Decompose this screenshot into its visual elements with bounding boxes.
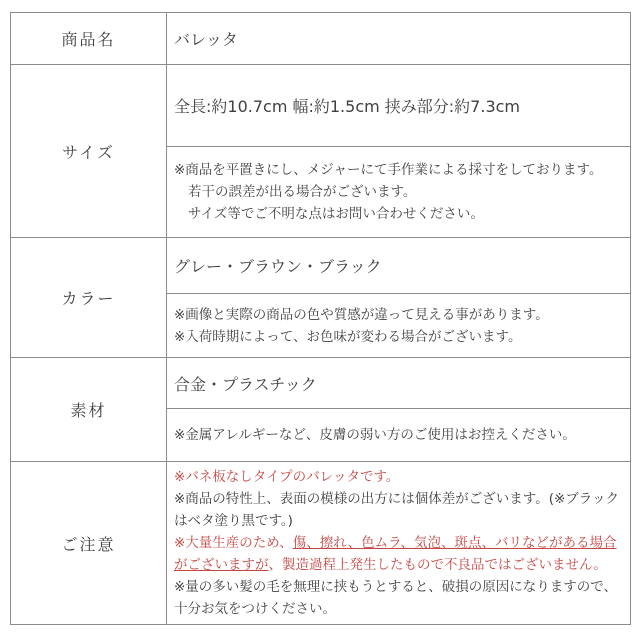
- product-spec-table: [10, 12, 631, 625]
- caution-note-line-3-suffix: 、製造過程上発生したもので不良品ではございません。: [268, 557, 607, 573]
- caution-notes: [167, 462, 630, 624]
- spec-row-size: [11, 65, 630, 238]
- spec-row-product-name: [11, 13, 630, 65]
- material-value: 合金・プラスチック: [167, 358, 630, 409]
- spec-row-caution: [11, 462, 630, 624]
- color-content: [167, 238, 630, 357]
- caution-content: [167, 462, 630, 624]
- spec-row-color: [11, 238, 630, 358]
- spec-row-material: [11, 358, 630, 462]
- color-note-line-1: ※画像と実際の商品の色や質感が違って見える事があります。: [174, 306, 549, 323]
- caution-note-line-4: ※量の多い髪の毛を無理に挟もうとすると、破損の原因になりますので、十分お気をつけください。: [174, 579, 618, 617]
- row-label-size: サイズ: [11, 65, 167, 237]
- row-label-product-name: 商品名: [11, 13, 167, 64]
- color-note-line-2: ※入荷時期によって、お色味が変わる場合がございます。: [174, 328, 522, 345]
- material-note-line-1: ※金属アレルギーなど、皮膚の弱い方のご使用はお控えください。: [174, 427, 576, 443]
- size-note-line-2: 若干の誤差が出る場合がございます。: [188, 184, 417, 200]
- caution-note-line-2: ※商品の特性上、表面の模様の出方には個体差がございます。(※ブラックはベタ塗り黒です。): [174, 491, 620, 529]
- caution-note-line-3-underlined: 傷、擦れ、色ムラ、気泡、斑点、バリなどがある場合がございますが: [174, 535, 617, 573]
- material-notes: [167, 409, 630, 461]
- material-content: [167, 358, 630, 461]
- size-value: 全長:約10.7cm 幅:約1.5cm 挟み部分:約7.3cm: [167, 65, 630, 147]
- size-note-line-1: ※商品を平置きにし、メジャーにて手作業による採寸をしております。: [174, 162, 603, 178]
- caution-note-line-3: [174, 532, 622, 576]
- row-label-color: カラー: [11, 238, 167, 357]
- caution-note-line-1: ※バネ板なしタイプのバレッタです。: [174, 469, 400, 485]
- row-label-caution: ご注意: [11, 462, 167, 624]
- product-name-value: バレッタ: [174, 30, 238, 49]
- caution-note-line-3-prefix: ※大量生産のため、: [174, 535, 293, 551]
- product-name-content: [167, 13, 630, 64]
- color-value: グレー・ブラウン・ブラック: [167, 238, 630, 294]
- size-notes: [167, 147, 630, 237]
- row-label-material: 素材: [11, 358, 167, 461]
- color-notes: [167, 294, 630, 357]
- size-content: [167, 65, 630, 237]
- size-note-line-3: サイズ等でご不明な点はお問い合わせください。: [188, 206, 484, 222]
